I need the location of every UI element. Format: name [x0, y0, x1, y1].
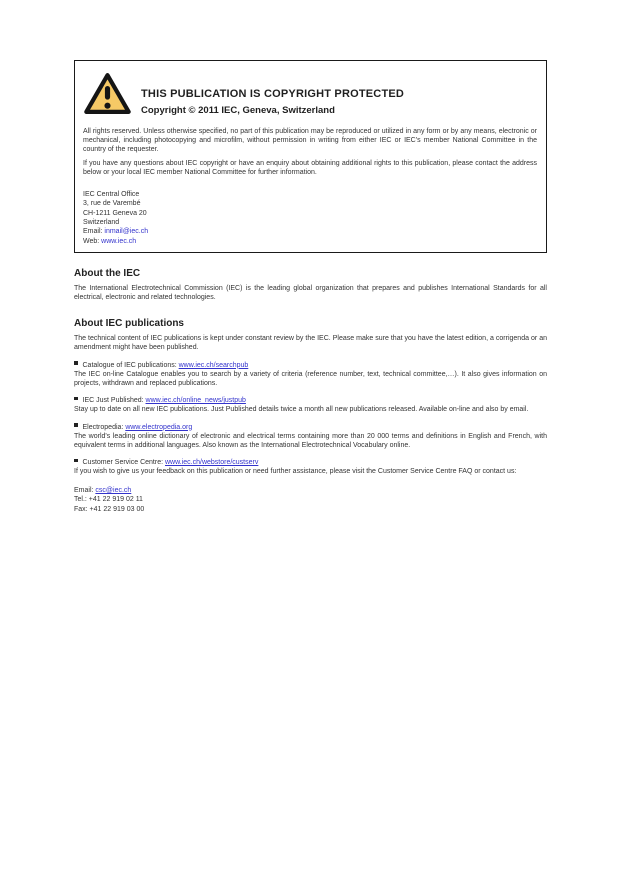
- inmail-email-link[interactable]: inmail@iec.ch: [104, 228, 149, 236]
- contact-fax-line: Fax: +41 22 919 03 00: [74, 505, 145, 513]
- square-bullet-icon: [74, 459, 78, 463]
- bullet-electropedia-label: Electropedia:: [82, 423, 126, 431]
- copyright-box-title: THIS PUBLICATION IS COPYRIGHT PROTECTED: [141, 88, 405, 100]
- contact-email-line: [74, 486, 547, 496]
- iec-website-link[interactable]: www.iec.ch: [101, 237, 137, 245]
- address-country: Switzerland: [83, 218, 120, 226]
- iec-address-block: [83, 190, 537, 246]
- bullet-just-published-desc: Stay up to date on all new IEC publications. Just Published details twice a month all new publications released. Available on-line and also by email.: [74, 406, 529, 414]
- bullet-customer-service-desc: If you wish to give us your feedback on this publication or need further assistance, please visit the Customer Service Centre FAQ or contact us:: [74, 468, 517, 476]
- square-bullet-icon: [74, 397, 78, 401]
- copyright-box-subtitle: Copyright © 2011 IEC, Geneva, Switzerland: [141, 105, 335, 116]
- bullet-catalogue-desc: The IEC on-line Catalogue enables you to search by a variety of criteria (reference number, text, technical committee,…). It also gives information on projects, withdrawn and replaced publications.: [74, 370, 547, 388]
- copyright-notice-box: [74, 60, 547, 253]
- bullet-electropedia: [74, 423, 547, 451]
- bullet-catalogue-label: Catalogue of IEC publications:: [82, 361, 179, 369]
- bullet-electropedia-desc: The world's leading online dictionary of electronic and electrical terms containing more than 20 000 terms and definitions in English and French, with equivalent terms in additional languages. Also known as the International Electrotechnical Vocabulary online.: [74, 432, 547, 450]
- bullet-catalogue: [74, 361, 547, 389]
- copyright-box-header: [75, 61, 546, 119]
- about-iec-paragraph: The International Electrotechnical Commission (IEC) is the leading global organization that prepares and publishes International Standards for all electrical, electronic and related technologies.: [74, 284, 547, 301]
- square-bullet-icon: [74, 361, 78, 365]
- address-office: IEC Central Office: [83, 191, 140, 199]
- address-city: CH-1211 Geneva 20: [83, 209, 147, 217]
- custserv-link[interactable]: www.iec.ch/webstore/custserv: [164, 459, 259, 467]
- electropedia-link[interactable]: www.electropedia.org: [125, 423, 193, 431]
- document-content: [74, 60, 547, 514]
- bullet-just-published-line: [74, 396, 547, 405]
- bullet-electropedia-line: [74, 423, 547, 432]
- bullet-just-published-label: IEC Just Published:: [82, 397, 146, 405]
- contact-tel-line: Tel.: +41 22 919 02 11: [74, 496, 143, 504]
- address-email-line: [83, 227, 537, 236]
- searchpub-link[interactable]: www.iec.ch/searchpub: [178, 361, 249, 369]
- address-street: 3, rue de Varembé: [83, 200, 141, 208]
- copyright-box-titles: [141, 68, 404, 116]
- about-publications-heading: About IEC publications: [74, 318, 184, 330]
- web-label: Web:: [83, 237, 102, 245]
- about-iec-heading: About the IEC: [74, 267, 141, 279]
- bullet-customer-service-label: Customer Service Centre:: [82, 459, 165, 467]
- copyright-paragraph-1: All rights reserved. Unless otherwise specified, no part of this publication may be reproduced or utilized in any form or by any means, electronic or mechanical, including photocopying and microfilm, without permission in writing from either IEC or IEC's member National Committee in the country of the requester.: [83, 128, 537, 154]
- bullet-just-published: [74, 396, 547, 414]
- address-web-line: [83, 237, 537, 246]
- customer-service-contact: [74, 486, 547, 515]
- bullet-customer-service: [74, 458, 547, 476]
- about-publications-intro: The technical content of IEC publications is kept under constant review by the IEC. Please make sure that you have the latest edition, a corrigenda or an amendment might have been published.: [74, 335, 547, 352]
- csc-email-link[interactable]: csc@iec.ch: [95, 486, 132, 494]
- copyright-paragraph-2: If you have any questions about IEC copyright or have an enquiry about obtaining additional rights to this publication, please contact the address below or your local IEC member National Committee for further information.: [83, 159, 537, 176]
- email-label: Email:: [83, 228, 105, 236]
- square-bullet-icon: [74, 423, 78, 427]
- contact-email-label: Email:: [74, 486, 96, 494]
- justpub-link[interactable]: www.iec.ch/online_news/justpub: [145, 397, 246, 405]
- bullet-catalogue-line: [74, 361, 547, 370]
- bullet-customer-service-line: [74, 458, 547, 467]
- copyright-box-body: [75, 119, 546, 246]
- warning-triangle-icon: [84, 68, 131, 119]
